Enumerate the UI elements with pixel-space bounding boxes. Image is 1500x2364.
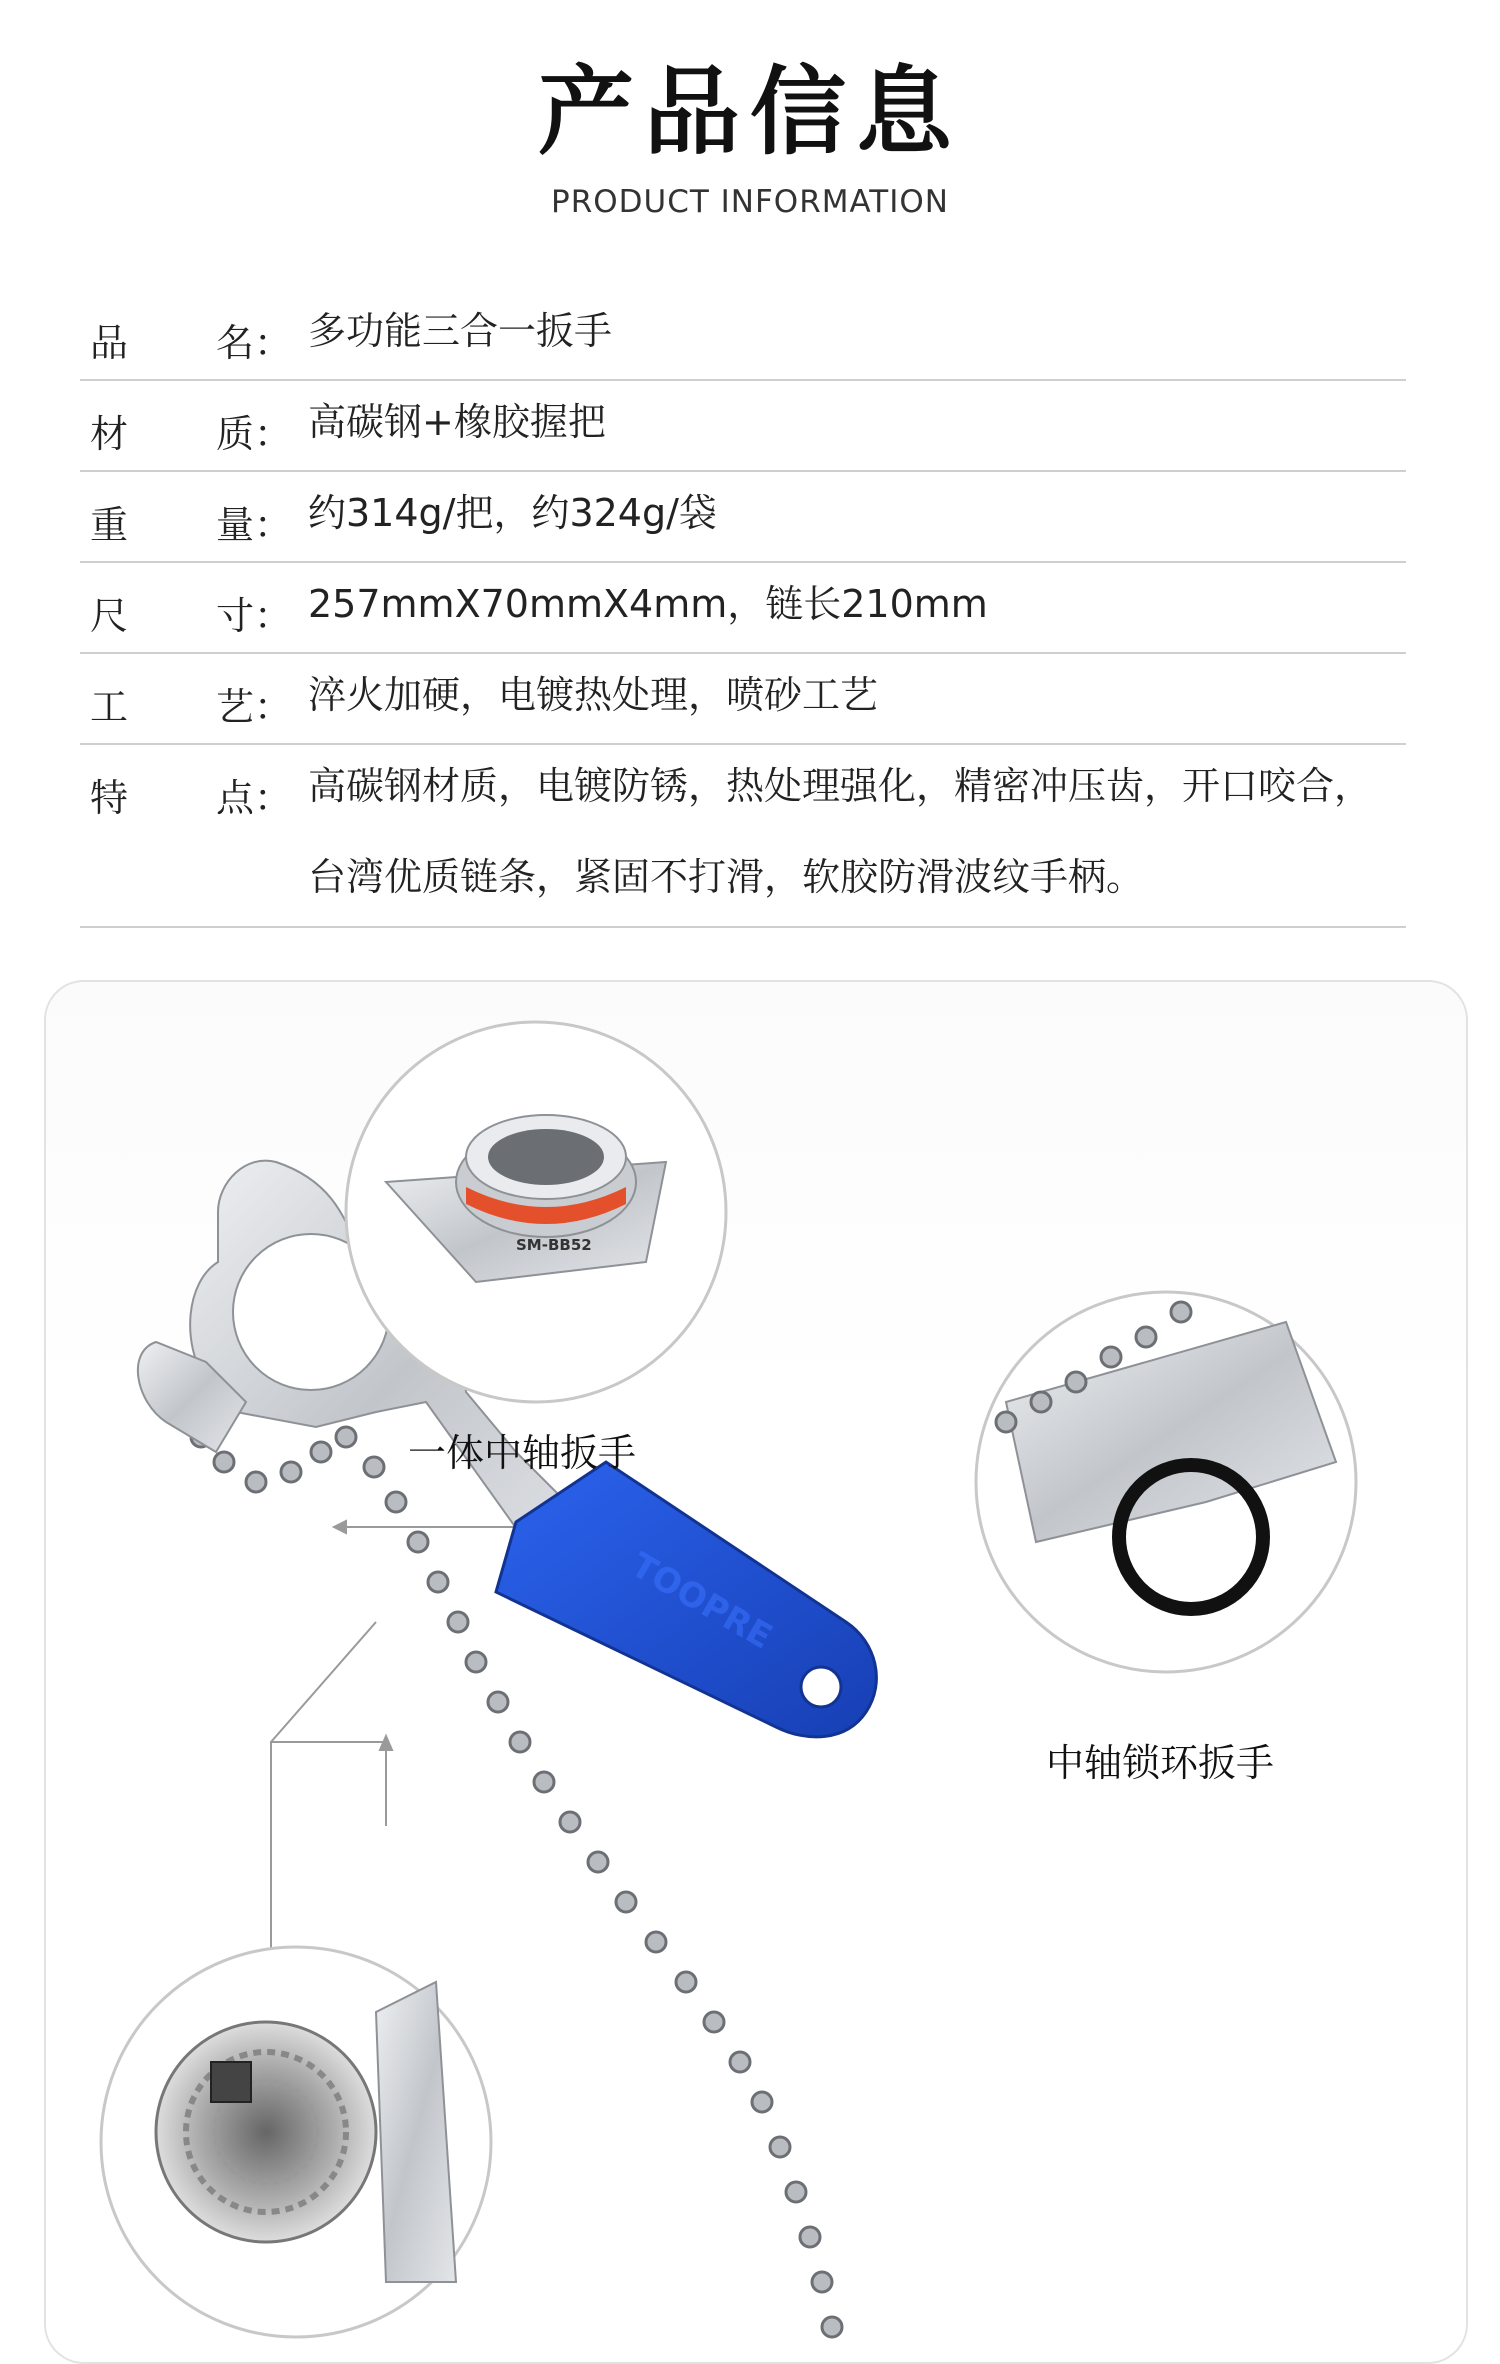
spec-key-char: 量： (216, 503, 293, 547)
header (0, 56, 1500, 220)
spec-key-char: 品 (90, 321, 129, 365)
detail-circle-bb (346, 1022, 726, 1402)
spec-key-char: 工 (90, 685, 129, 729)
blue-handle (496, 1462, 876, 1737)
page-title: 产品信息 (538, 56, 962, 168)
spec-key-char: 名： (216, 321, 293, 365)
spec-row-name (80, 290, 1406, 381)
callout-lockring-wrench: 中轴锁环扳手 (1046, 1741, 1275, 1785)
spec-key-char: 材 (90, 412, 129, 456)
spec-row-features (80, 745, 1406, 928)
spec-row-size (80, 563, 1406, 654)
spec-value: 高碳钢+橡胶握把 (308, 400, 606, 444)
product-illustration (46, 982, 1466, 2362)
spec-value: 高碳钢材质，电镀防锈，热处理强化，精密冲压齿，开口咬合，台湾优质链条，紧固不打滑，软胶防滑波纹手柄。 (308, 764, 1373, 899)
svg-text:SM-BB52: SM-BB52 (516, 1236, 592, 1254)
spec-key-char: 质： (216, 412, 293, 456)
svg-text:TOOPRE: TOOPRE (624, 1545, 779, 1658)
spec-key-char: 重 (90, 503, 129, 547)
spec-key-char: 点： (216, 776, 293, 820)
spec-key-char: 特 (90, 776, 129, 820)
spec-row-material (80, 381, 1406, 472)
spec-key-char: 艺： (216, 685, 293, 729)
spec-value: 约314g/把，约324g/袋 (308, 491, 717, 535)
page-subtitle: PRODUCT INFORMATION (551, 183, 949, 220)
callout-bb-wrench: 一体中轴扳手 (408, 1431, 637, 1475)
spec-row-weight (80, 472, 1406, 563)
detail-circle-lockring (976, 1292, 1356, 1672)
spec-value: 淬火加硬，电镀热处理，喷砂工艺 (308, 673, 879, 717)
spec-value: 多功能三合一扳手 (308, 309, 613, 353)
spec-key-char: 寸： (216, 594, 293, 638)
detail-circle-cassette (101, 1947, 491, 2337)
product-showcase (44, 980, 1468, 2364)
spec-table (80, 290, 1406, 928)
spec-value: 257mmX70mmX4mm，链长210mm (308, 582, 988, 626)
spec-key-char: 尺 (90, 594, 129, 638)
spec-row-process (80, 654, 1406, 745)
